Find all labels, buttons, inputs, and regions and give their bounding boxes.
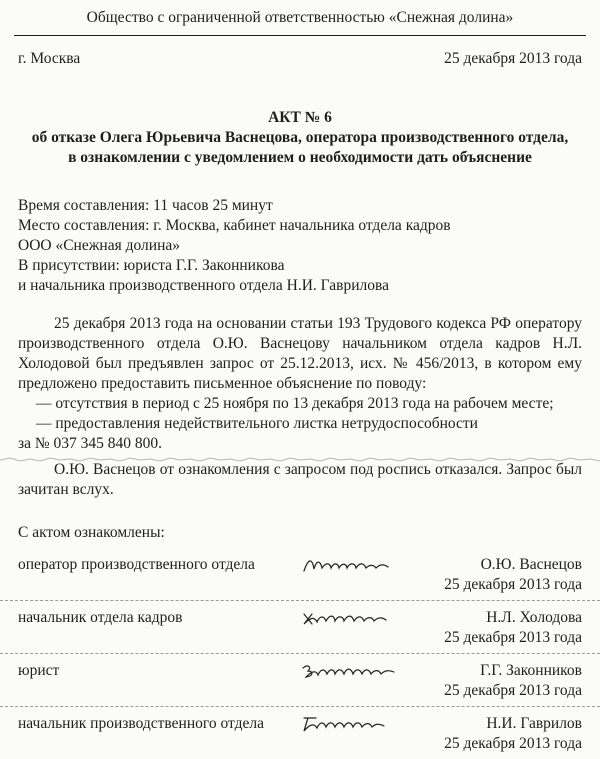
signature-date: 25 декабря 2013 года xyxy=(444,682,582,699)
body-item-1: — отсутствия в период с 25 ноября по 13 декабря 2013 года на рабочем месте; xyxy=(36,395,554,412)
title-line-3: в ознакомлении с уведомлением о необходимости дать объяснение xyxy=(68,149,532,166)
handwritten-signature-kholodova xyxy=(300,606,400,630)
signer-name: Г.Г. Законников xyxy=(480,662,582,679)
handwritten-signature-zakonnikov xyxy=(300,659,400,683)
title-line-2: об отказе Олега Юрьевича Васнецова, оператора производственного отдела, xyxy=(31,129,569,146)
document-date: 25 декабря 2013 года xyxy=(444,50,582,67)
handwritten-signature-gavrilov xyxy=(300,712,400,736)
signature-date: 25 декабря 2013 года xyxy=(444,629,582,646)
place-date-row xyxy=(18,50,582,68)
act-body xyxy=(18,314,582,454)
refusal-paragraph: О.Ю. Васнецов от ознакомления с запросом под роспись отказался. Запрос был зачитан вслух. xyxy=(18,461,582,498)
signature-row-kholodova xyxy=(18,609,582,653)
torn-edge-graphic xyxy=(0,457,600,463)
document-title xyxy=(18,108,582,168)
signer-name: Н.И. Гаврилов xyxy=(486,715,582,732)
city: г. Москва xyxy=(18,50,81,67)
signature-row-vasnetsov xyxy=(18,556,582,600)
organization-name: Общество с ограниченной ответственностью «Снежная долина» xyxy=(86,9,514,26)
header-divider xyxy=(14,35,586,36)
signer-name: Н.Л. Холодова xyxy=(486,609,582,626)
signature-row-zakonnikov xyxy=(18,662,582,706)
meta-company: ООО «Снежная долина» xyxy=(18,237,180,254)
meta-presence-1: В присутствии: юриста Г.Г. Законникова xyxy=(18,257,285,274)
signer-role: оператор производственного отдела xyxy=(18,556,255,573)
meta-time: Время составления: 11 часов 25 минут xyxy=(18,197,273,214)
meta-presence-2: и начальника производственного отдела Н.И. Гаврилова xyxy=(18,277,389,294)
signature-separator xyxy=(0,706,600,707)
signature-date: 25 декабря 2013 года xyxy=(444,576,582,593)
handwritten-signature-vasnetsov xyxy=(300,553,400,577)
signature-separator xyxy=(0,600,600,601)
signature-row-gavrilov xyxy=(18,715,582,759)
meta-place: Место составления: г. Москва, кабинет начальника отдела кадров xyxy=(18,217,451,234)
acquainted-heading: С актом ознакомлены: xyxy=(18,524,165,541)
body-item-2: — предоставления недействительного листка нетрудоспособности xyxy=(36,415,478,432)
signature-list xyxy=(18,556,582,759)
signer-role: начальник отдела кадров xyxy=(18,609,183,626)
body-paragraph: 25 декабря 2013 года на основании статьи 193 Трудового кодекса РФ оператору производственного отдела О.Ю. Васнецову начальником отдела кадров Н.Л. Холодовой был предъявлен запрос от 25.12.2013, исх. № 456/2013, в котором ему предложено предоставить письменное объяснение по поводу: xyxy=(18,315,582,392)
act-number: АКТ № 6 xyxy=(268,109,332,126)
signer-role: юрист xyxy=(18,662,60,679)
body-item-2-continuation: за № 037 345 840 800. xyxy=(18,435,163,452)
signer-role: начальник производственного отдела xyxy=(18,715,264,732)
signature-date: 25 декабря 2013 года xyxy=(444,735,582,752)
signer-name: О.Ю. Васнецов xyxy=(480,556,582,573)
signature-separator xyxy=(0,653,600,654)
act-meta xyxy=(18,196,582,296)
